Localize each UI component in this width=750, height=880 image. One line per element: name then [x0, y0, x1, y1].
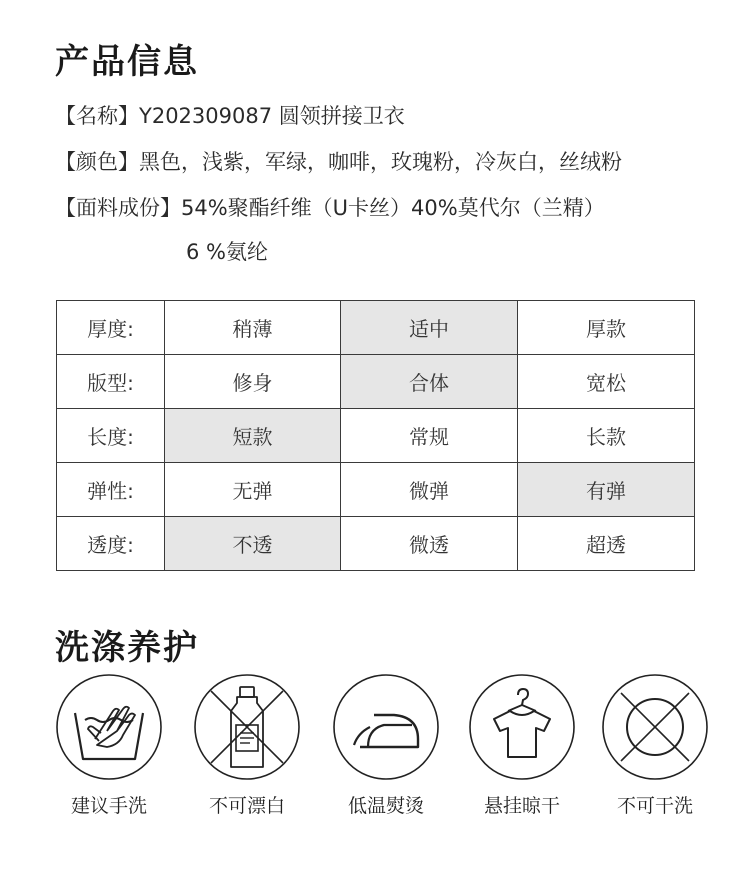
attribute-option: 修身: [165, 355, 341, 409]
low-temp-iron-icon: [332, 673, 440, 781]
attribute-label: 弹性:: [57, 463, 165, 517]
hang-dry-icon: [468, 673, 576, 781]
attribute-option: 超透: [518, 517, 695, 571]
attribute-label: 厚度:: [57, 301, 165, 355]
attribute-option: 合体: [341, 355, 518, 409]
care-label: 不可干洗: [616, 795, 693, 817]
care-item-hand-wash: [55, 673, 163, 818]
attribute-option: 微弹: [341, 463, 518, 517]
attribute-option: 不透: [165, 517, 341, 571]
table-row: [57, 463, 695, 517]
product-color-line: 【颜色】黑色，浅紫，军绿，咖啡，玫瑰粉，冷灰白，丝绒粉: [55, 150, 622, 174]
care-item-no-bleach: [193, 673, 301, 818]
table-row: [57, 301, 695, 355]
attribute-option: 无弹: [165, 463, 341, 517]
product-fabric-line-2: 6 %氨纶: [186, 240, 268, 264]
attribute-option: 微透: [341, 517, 518, 571]
attribute-table: [56, 300, 695, 571]
table-row: [57, 409, 695, 463]
care-label: 不可漂白: [208, 795, 285, 817]
attribute-option: 稍薄: [165, 301, 341, 355]
table-row: [57, 355, 695, 409]
no-bleach-icon: [193, 673, 301, 781]
hand-wash-icon: [55, 673, 163, 781]
care-label: 悬挂晾干: [483, 795, 560, 817]
attribute-option: 有弹: [518, 463, 695, 517]
care-label: 建议手洗: [70, 795, 147, 817]
attribute-option: 厚款: [518, 301, 695, 355]
table-row: [57, 517, 695, 571]
care-title: 洗涤养护: [55, 628, 199, 668]
attribute-option: 适中: [341, 301, 518, 355]
care-item-low-temp-iron: [332, 673, 440, 818]
attribute-option: 短款: [165, 409, 341, 463]
care-item-no-dry-clean: [601, 673, 709, 818]
attribute-option: 常规: [341, 409, 518, 463]
page-title: 产品信息: [55, 42, 199, 82]
product-name-line: 【名称】Y202309087 圆领拼接卫衣: [55, 104, 405, 128]
care-item-hang-dry: [468, 673, 576, 818]
care-label: 低温熨烫: [347, 795, 424, 817]
attribute-option: 长款: [518, 409, 695, 463]
no-dry-clean-icon: [601, 673, 709, 781]
product-fabric-line: 【面料成份】54%聚酯纤维（U卡丝）40%莫代尔（兰精）: [55, 196, 605, 220]
attribute-label: 版型:: [57, 355, 165, 409]
attribute-label: 长度:: [57, 409, 165, 463]
attribute-label: 透度:: [57, 517, 165, 571]
attribute-option: 宽松: [518, 355, 695, 409]
